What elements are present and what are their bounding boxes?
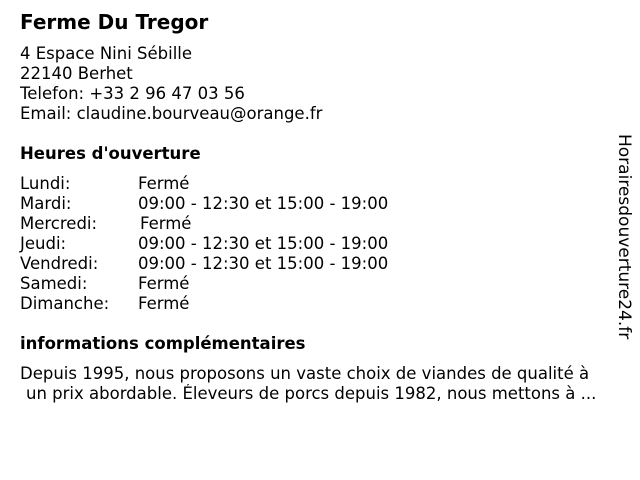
day-hours: 09:00 - 12:30 et 15:00 - 19:00 (138, 194, 389, 213)
day-label: Jeudi: (20, 234, 67, 253)
day-label: Samedi: (20, 274, 88, 293)
email-address[interactable]: Email: claudine.bourveau@orange.fr (20, 104, 323, 123)
day-hours: Fermé (138, 294, 190, 313)
address-line-1: 4 Espace Nini Sébille (20, 44, 193, 63)
day-hours: Fermé (138, 274, 190, 293)
additional-info-heading: informations complémentaires (20, 334, 306, 353)
address-line-2: 22140 Berhet (20, 64, 133, 83)
description-line-2: un prix abordable. Éleveurs de porcs depuis 1982, nous mettons à ... (26, 384, 597, 403)
day-hours: 09:00 - 12:30 et 15:00 - 19:00 (138, 234, 389, 253)
additional-info-text (20, 364, 620, 404)
day-label: Lundi: (20, 174, 71, 193)
day-hours: 09:00 - 12:30 et 15:00 - 19:00 (138, 254, 389, 273)
contact-block (20, 44, 322, 124)
day-label: Vendredi: (20, 254, 99, 273)
site-watermark (612, 134, 636, 346)
business-name: Ferme Du Tregor (20, 10, 209, 34)
phone-number[interactable]: Telefon: +33 2 96 47 03 56 (20, 84, 245, 103)
watermark-text: Horairesdouverture24.fr (614, 134, 634, 340)
day-hours: Fermé (140, 214, 192, 233)
day-label: Mercredi: (20, 214, 98, 233)
opening-hours-heading: Heures d'ouverture (20, 144, 201, 163)
description-line-1: Depuis 1995, nous proposons un vaste choix de viandes de qualité à (20, 364, 590, 383)
day-label: Dimanche: (20, 294, 110, 313)
day-hours: Fermé (138, 174, 190, 193)
day-label: Mardi: (20, 194, 72, 213)
